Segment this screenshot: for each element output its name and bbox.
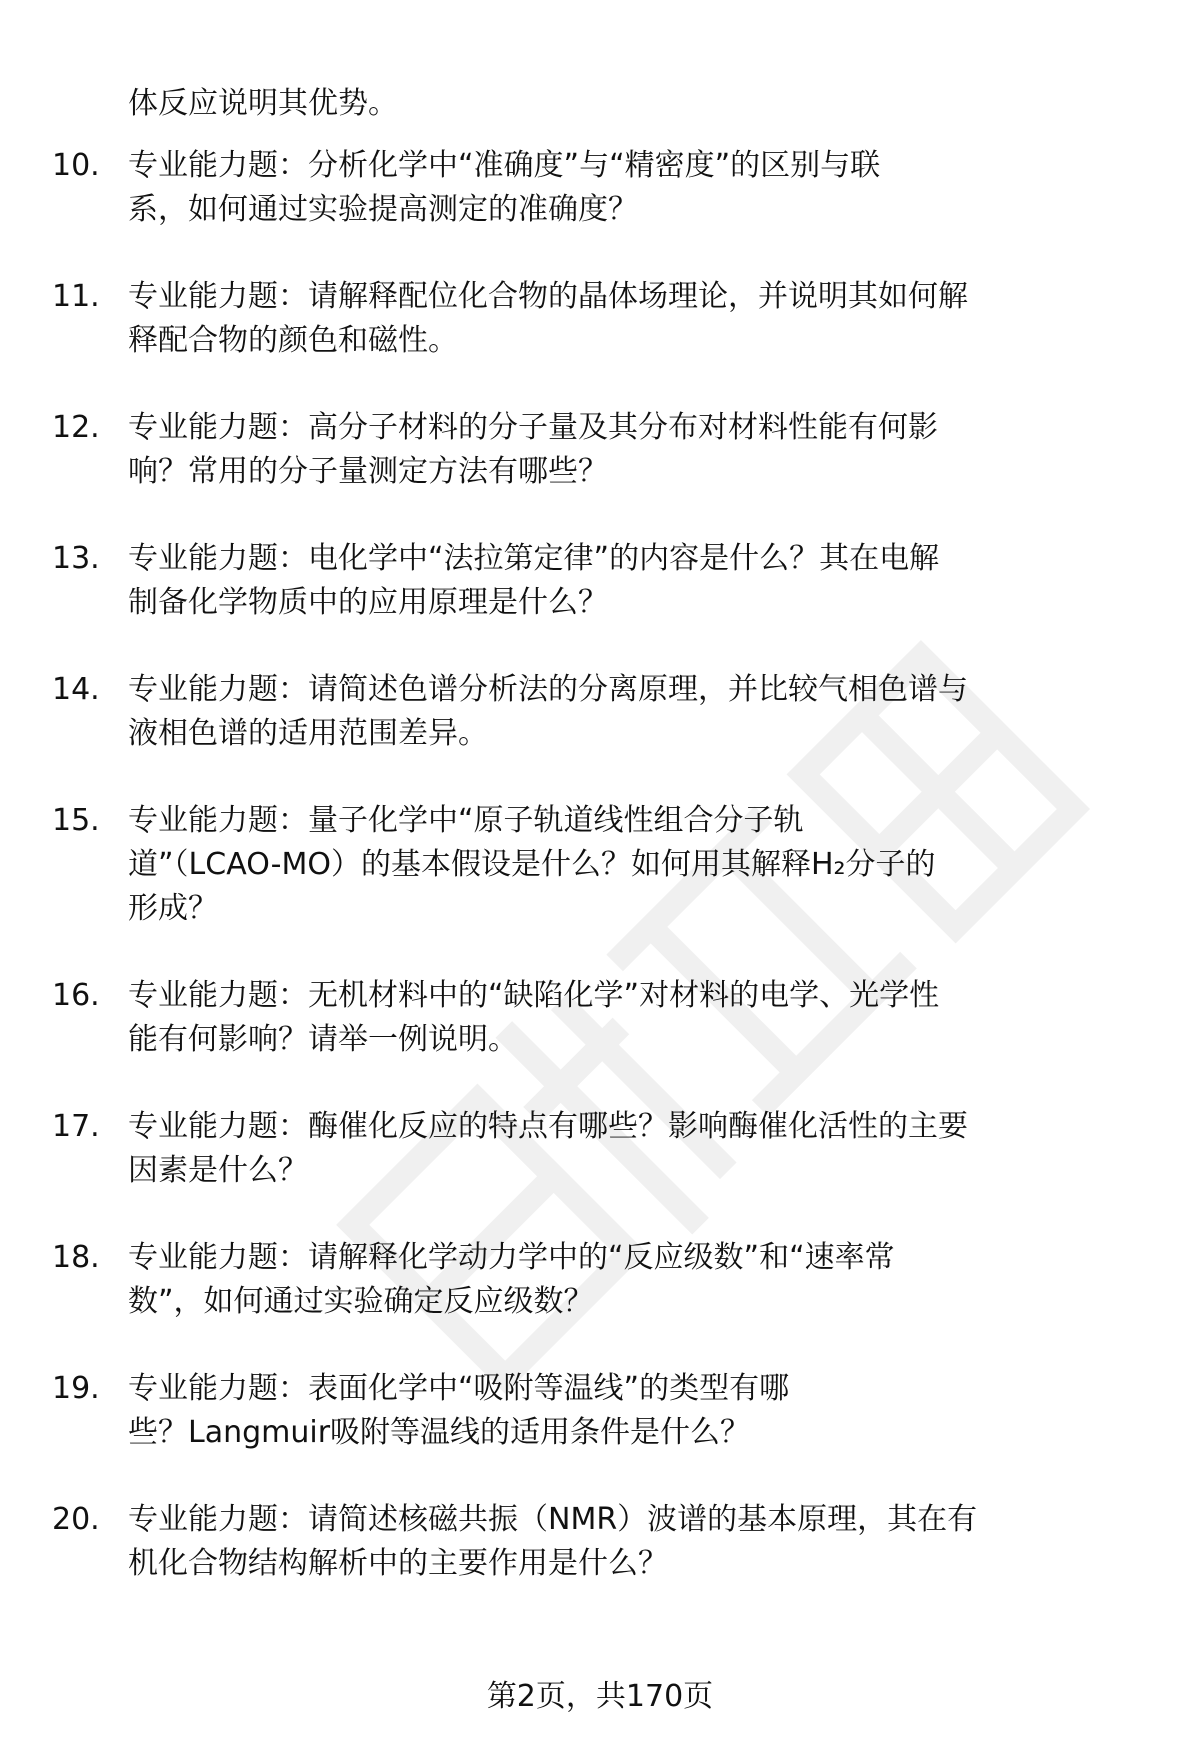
question-item-11 [0, 275, 1200, 363]
question-item-17 [0, 1105, 1200, 1193]
question-text: 专业能力题：表面化学中“吸附等温线”的类型有哪 些？Langmuir吸附等温线的适用条件是什么？ [128, 1371, 790, 1450]
continued-question-text: 体反应说明其优势。 [128, 86, 398, 121]
question-number: 14. [52, 672, 100, 707]
question-number: 20. [52, 1502, 100, 1537]
question-list [0, 144, 1200, 1629]
question-number: 16. [52, 978, 100, 1013]
page-footer: 第2页，共170页 [486, 1679, 714, 1714]
question-item-20 [0, 1498, 1200, 1586]
question-number: 12. [52, 410, 100, 445]
question-item-18 [0, 1236, 1200, 1324]
question-text: 专业能力题：请解释配位化合物的晶体场理论，并说明其如何解 释配合物的颜色和磁性。 [128, 279, 968, 358]
question-text: 专业能力题：量子化学中“原子轨道线性组合分子轨 道”（LCAO-MO）的基本假设是什么？如何用其解释H₂分子的 形成？ [128, 803, 936, 926]
question-item-10 [0, 144, 1200, 232]
question-text: 专业能力题：无机材料中的“缺陷化学”对材料的电学、光学性 能有何影响？请举一例说明。 [128, 978, 940, 1057]
question-text: 专业能力题：请简述核磁共振（NMR）波谱的基本原理，其在有 机化合物结构解析中的主要作用是什么？ [128, 1502, 978, 1581]
question-number: 17. [52, 1109, 100, 1144]
question-text: 专业能力题：电化学中“法拉第定律”的内容是什么？其在电解 制备化学物质中的应用原理是什么？ [128, 541, 940, 620]
question-number: 11. [52, 279, 100, 314]
question-text: 专业能力题：请解释化学动力学中的“反应级数”和“速率常 数”，如何通过实验确定反应级数？ [128, 1240, 895, 1319]
question-item-14 [0, 668, 1200, 756]
question-text: 专业能力题：高分子材料的分子量及其分布对材料性能有何影 响？常用的分子量测定方法有哪些？ [128, 410, 938, 489]
question-text: 专业能力题：酶催化反应的特点有哪些？影响酶催化活性的主要 因素是什么？ [128, 1109, 968, 1188]
question-number: 15. [52, 803, 100, 838]
question-text: 专业能力题：分析化学中“准确度”与“精密度”的区别与联 系，如何通过实验提高测定的准确度？ [128, 148, 881, 227]
question-number: 18. [52, 1240, 100, 1275]
question-item-12 [0, 406, 1200, 494]
question-item-15 [0, 799, 1200, 931]
question-item-19 [0, 1367, 1200, 1455]
question-text: 专业能力题：请简述色谱分析法的分离原理，并比较气相色谱与 液相色谱的适用范围差异。 [128, 672, 968, 751]
question-number: 13. [52, 541, 100, 576]
question-number: 19. [52, 1371, 100, 1406]
question-number: 10. [52, 148, 100, 183]
question-item-16 [0, 974, 1200, 1062]
question-item-13 [0, 537, 1200, 625]
